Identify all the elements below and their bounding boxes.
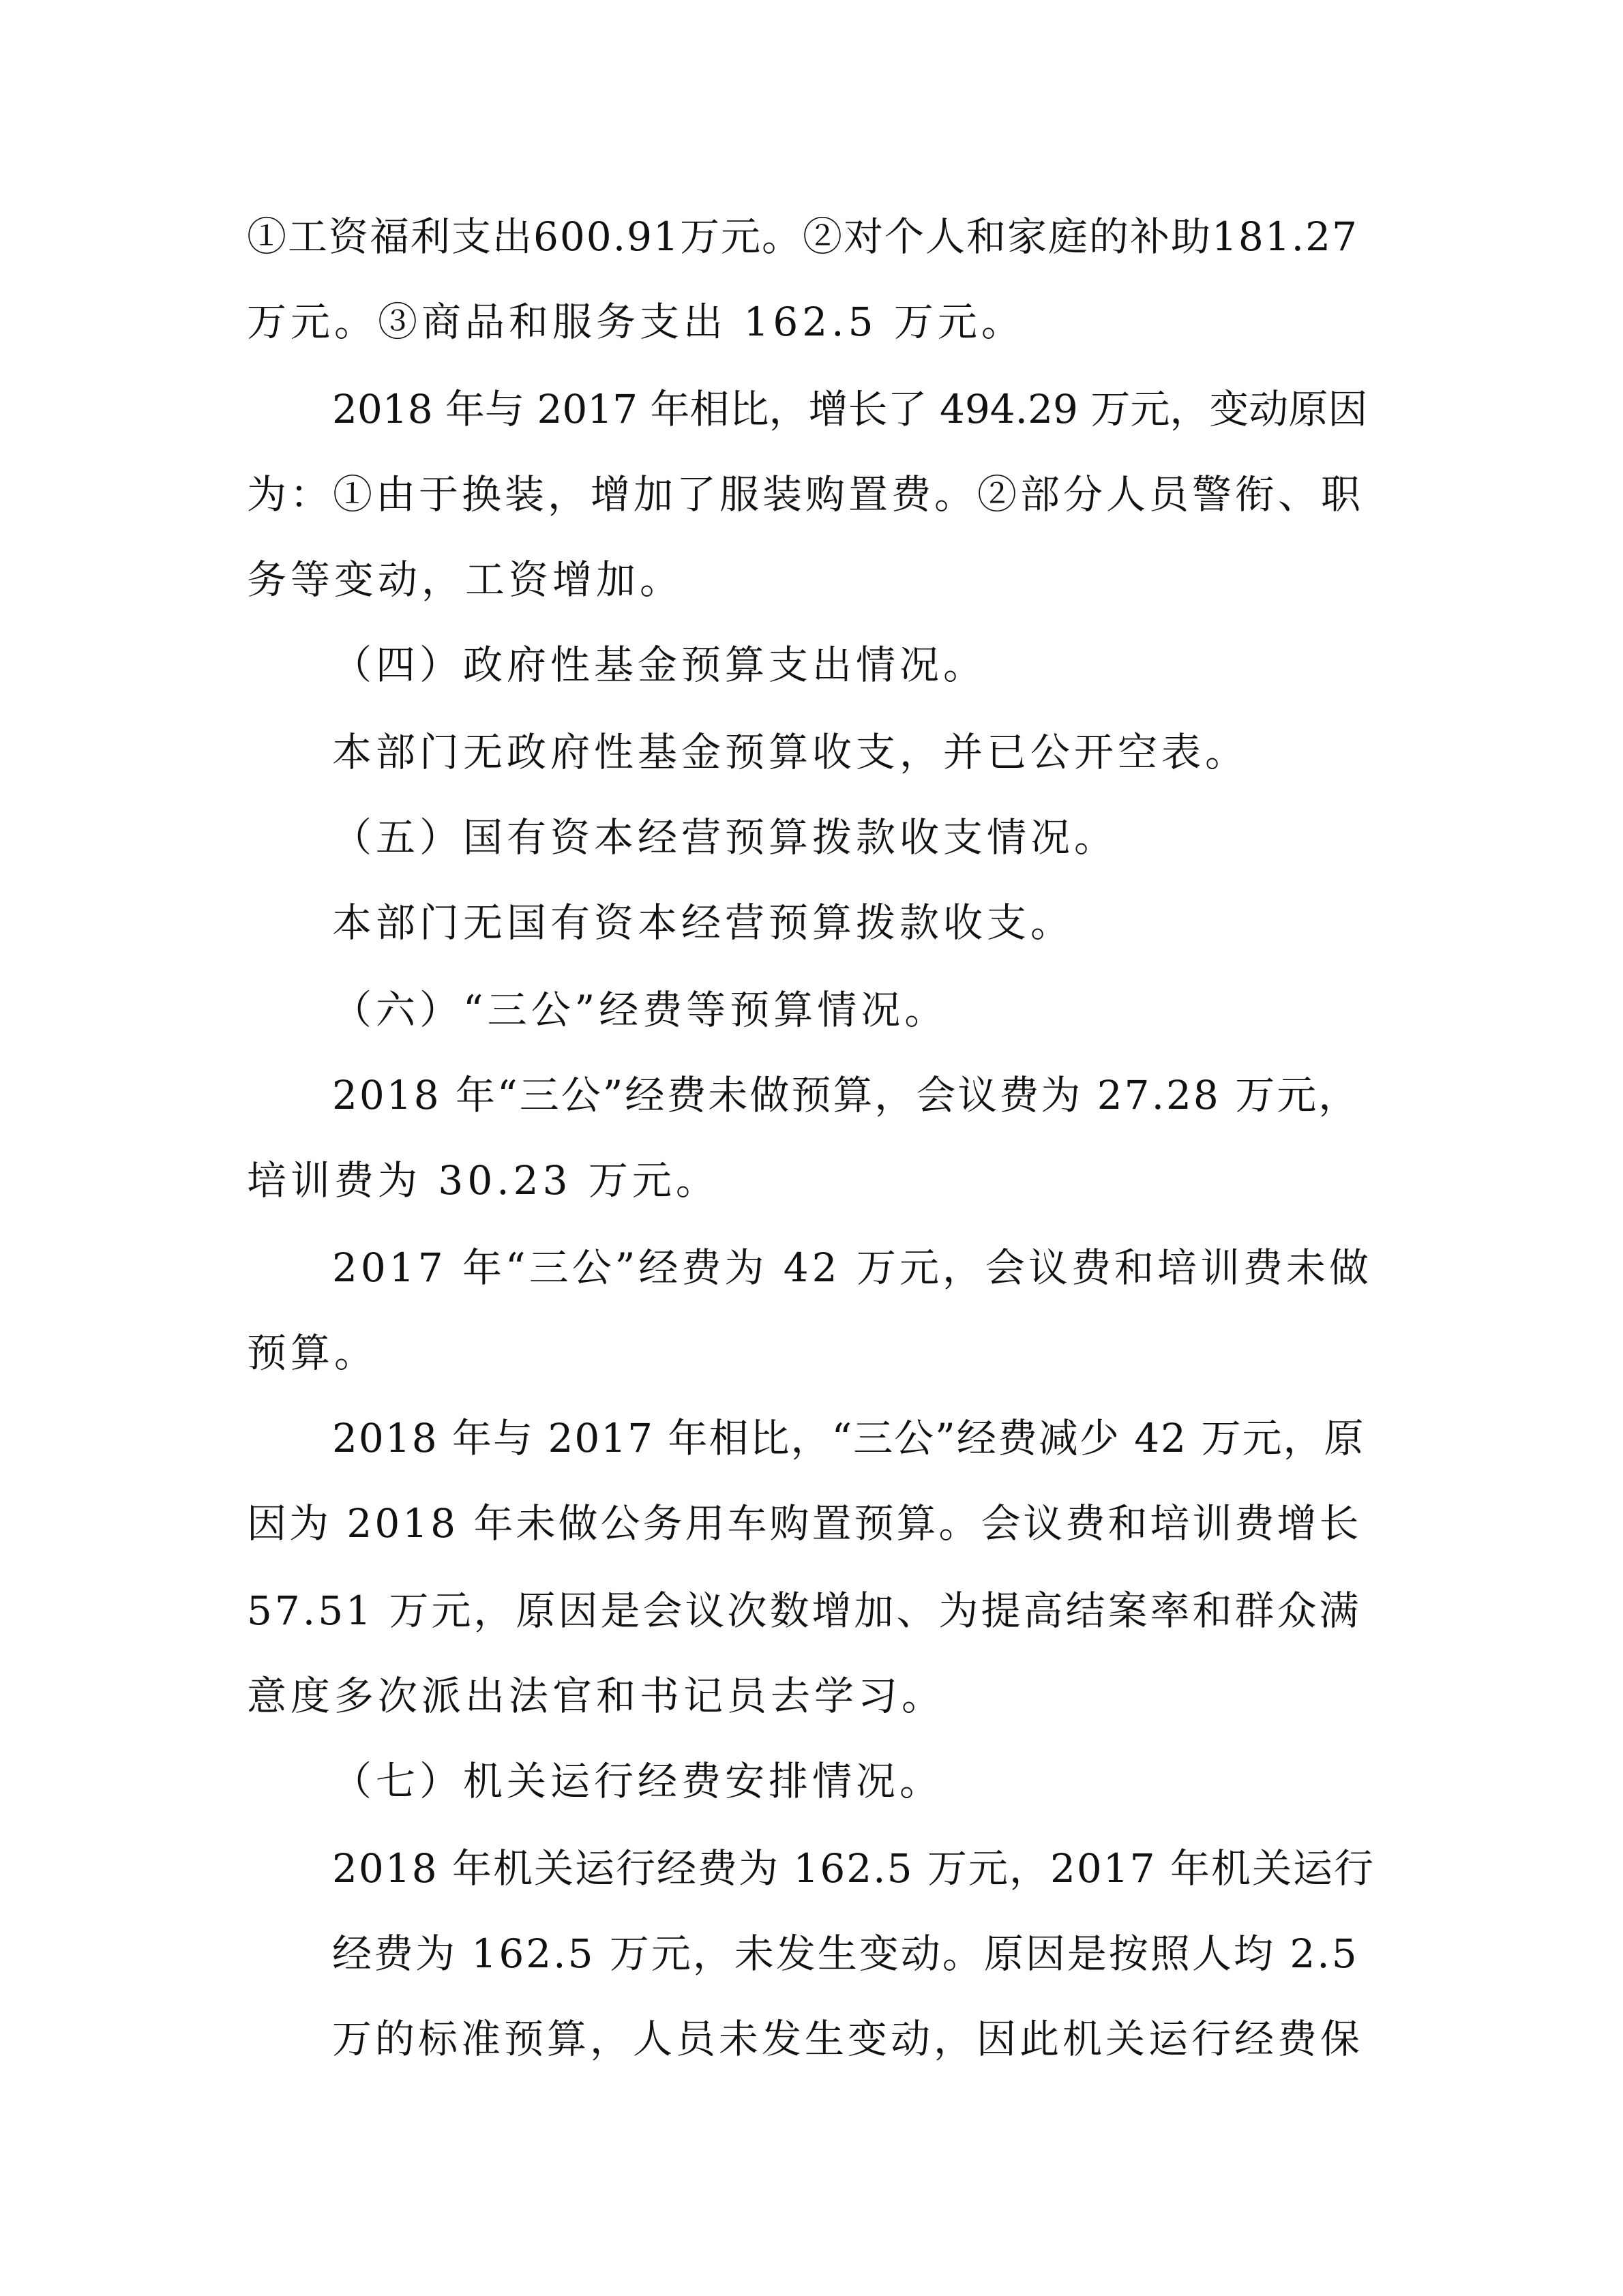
section-heading-6: （六）“三公”经费等预算情况。 (332, 987, 949, 1033)
text-line-14: 预算。 (247, 1330, 378, 1376)
text-line-5: 务等变动，工资增加。 (247, 556, 684, 603)
section-heading-4: （四）政府性基金预算支出情况。 (332, 642, 987, 688)
section-heading-7: （七）机关运行经费安排情况。 (332, 1758, 944, 1804)
text-line-21: 经费为 162.5 万元，未发生变动。原因是按照人均 2.5 (332, 1930, 1359, 1977)
text-line-22: 万的标准预算，人员未发生变动，因此机关运行经费保 (332, 2016, 1364, 2062)
text-line-17: 57.51 万元，原因是会议次数增加、为提高结案率和群众满 (247, 1587, 1362, 1634)
text-line-11: 2018 年“三公”经费未做预算，会议费为 27.28 万元， (332, 1072, 1360, 1118)
text-line-1: ①工资福利支出600.91万元。②对个人和家庭的补助181.27 (247, 213, 1358, 260)
text-line-12: 培训费为 30.23 万元。 (247, 1157, 719, 1204)
text-line-7: 本部门无政府性基金预算收支，并已公开空表。 (332, 729, 1249, 775)
text-line-16: 因为 2018 年未做公务用车购置预算。会议费和培训费增长 (247, 1500, 1362, 1547)
text-line-15: 2018 年与 2017 年相比，“三公”经费减少 42 万元，原 (332, 1415, 1365, 1461)
text-line-13: 2017 年“三公”经费为 42 万元，会议费和培训费未做 (332, 1244, 1373, 1291)
section-heading-5: （五）国有资本经营预算拨款收支情况。 (332, 814, 1118, 861)
text-line-2: 万元。③商品和服务支出 162.5 万元。 (247, 299, 1025, 345)
text-line-20: 2018 年机关运行经费为 162.5 万元，2017 年机关运行 (332, 1845, 1375, 1892)
text-line-4: 为：①由于换装，增加了服装购置费。②部分人员警衔、职 (247, 471, 1365, 518)
text-line-9: 本部门无国有资本经营预算拨款收支。 (332, 899, 1075, 946)
text-line-3: 2018 年与 2017 年相比，增长了 494.29 万元，变动原因 (332, 386, 1368, 432)
text-line-18: 意度多次派出法官和书记员去学习。 (247, 1673, 946, 1719)
